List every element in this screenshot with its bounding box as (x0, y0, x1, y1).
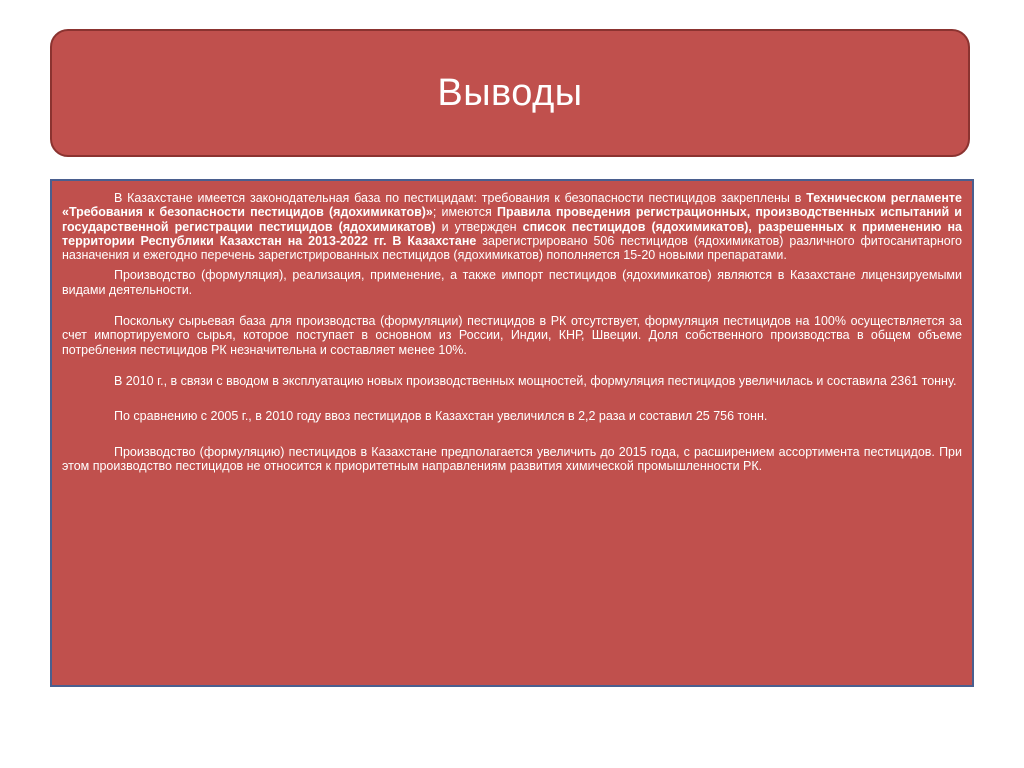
paragraph-legislation-part-d: Правила проведения регистрационных, производственных испытаний и государственной регистрации пестицидов (ядохимикатов) (62, 205, 962, 234)
paragraph-legislation-part-f: список пестицидов (ядохимикатов), разрешенных к применению на территории Республики Казахстан на 2013-2022 гг. В Казахстане (62, 219, 962, 248)
paragraph-production-plan: Производство (формуляцию) пестицидов в Казахстане предполагается увеличить до 2015 года, с расширением ассортимента пестицидов. При этом производство пестицидов не относится к приоритетным направлениям развития химической промышленности РК. (62, 444, 962, 473)
paragraph-legislation (62, 191, 962, 262)
paragraph-raw-materials: Поскольку сырьевая база для производства (формуляции) пестицидов в РК отсутствует, формуляция пестицидов на 100% осуществляется за счет импортируемого сырья, которое поступает в основном из России, Индии, КНР, Швеции. Доля собственного производства в общем объеме потребления пестицидов РК незначительна и составляет менее 10%. (62, 314, 962, 357)
paragraph-licensing: Производство (формуляция), реализация, применение, а также импорт пестицидов (ядохимикатов) являются в Казахстане лицензируемыми видами деятельности. (62, 268, 962, 297)
paragraph-imports: По сравнению с 2005 г., в 2010 году ввоз пестицидов в Казахстан увеличился в 2,2 раза и составил 25 756 тонн. (114, 409, 768, 424)
paragraph-formulation-2010: В 2010 г., в связи с вводом в эксплуатацию новых производственных мощностей, формуляция пестицидов увеличилась и составила 2361 тонну. (114, 373, 957, 388)
title-box (50, 29, 970, 157)
paragraph-legislation-part-g: зарегистрировано 506 пестицидов (ядохимикатов) различного фитосанитарного назначения и ежегодно перечень зарегистрированных пестицидов (ядохимикатов) пополняется 15-20 новыми препаратами. (62, 233, 962, 263)
spacer (62, 424, 962, 445)
spacer (62, 297, 962, 314)
content-box (50, 179, 974, 687)
spacer (62, 388, 962, 409)
spacer (62, 357, 962, 374)
slide-title: Выводы (437, 71, 583, 114)
paragraph-legislation-part-e: и утвержден (435, 219, 523, 234)
paragraph-legislation-part-a: В Казахстане имеется законодательная база по пестицидам: требования к безопасности пестицидов закреплены в (114, 191, 807, 205)
paragraph-legislation-part-b: Техническом регламенте «Требования к безопасности пестицидов (ядохимикатов)» (62, 191, 963, 220)
paragraph-legislation-part-c: ; имеются (432, 205, 497, 220)
